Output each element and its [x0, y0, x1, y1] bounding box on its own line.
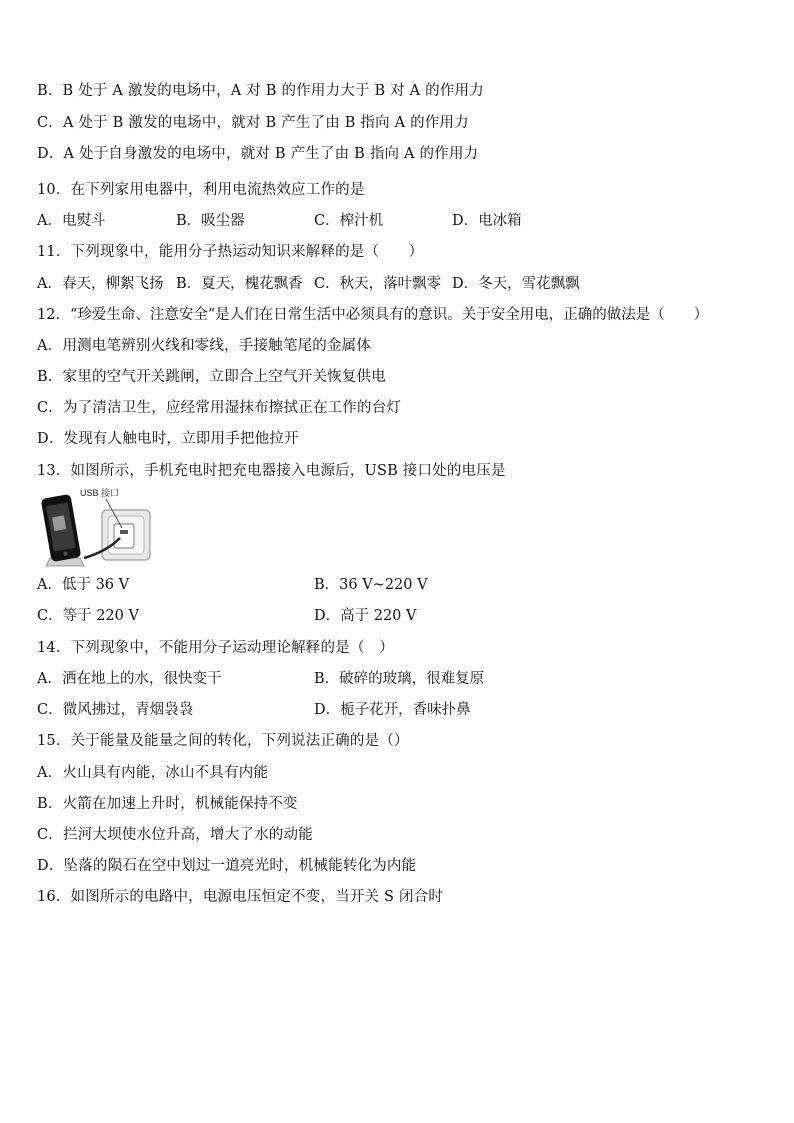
- q11-stem: 11．下列现象中，能用分子热运动知识来解释的是（ ）: [37, 244, 424, 260]
- q11-option-b: B．夏天，槐花飘香: [176, 276, 303, 292]
- q13-option-a: A．低于 36 V: [37, 577, 130, 593]
- q9-option-d: D．A 处于自身激发的电场中，就对 B 产生了由 B 指向 A 的作用力: [37, 146, 479, 162]
- phone-charger-illustration: [40, 488, 160, 570]
- q11-option-c: C．秋天，落叶飘零: [314, 276, 442, 292]
- q13-option-c: C．等于 220 V: [37, 608, 139, 624]
- q15-option-b: B．火箭在加速上升时，机械能保持不变: [37, 796, 298, 812]
- q14-option-d: D．栀子花开，香味扑鼻: [314, 702, 471, 718]
- q15-stem: 15．关于能量及能量之间的转化，下列说法正确的是（）: [37, 733, 409, 749]
- q16-stem: 16．如图所示的电路中，电源电压恒定不变，当开关 S 闭合时: [37, 889, 444, 905]
- q10-option-b: B．吸尘器: [176, 213, 245, 229]
- q11-option-a: A．春天，柳絮飞扬: [37, 276, 164, 292]
- q14-stem: 14．下列现象中，不能用分子运动理论解释的是（ ）: [37, 640, 394, 656]
- q10-stem: 10．在下列家用电器中，利用电流热效应工作的是: [37, 182, 365, 198]
- q13-stem: 13．如图所示，手机充电时把充电器接入电源后，USB 接口处的电压是: [37, 463, 506, 479]
- q15-option-d: D．坠落的陨石在空中划过一道亮光时，机械能转化为内能: [37, 858, 417, 874]
- q9-option-b: B．B 处于 A 激发的电场中，A 对 B 的作用力大于 B 对 A 的作用力: [37, 83, 484, 99]
- q12-stem: 12．“珍爱生命、注意安全”是人们在日常生活中必须具有的意识。关于安全用电，正确的做法是（ ）: [37, 307, 709, 323]
- q13-option-d: D．高于 220 V: [314, 608, 417, 624]
- q10-option-a: A．电熨斗: [37, 213, 106, 229]
- q12-option-a: A．用测电笔辨别火线和零线，手接触笔尾的金属体: [37, 338, 372, 354]
- q12-option-b: B．家里的空气开关跳闸，立即合上空气开关恢复供电: [37, 369, 386, 385]
- q15-option-a: A．火山具有内能，冰山不具有内能: [37, 765, 269, 781]
- q14-option-b: B．破碎的玻璃，很难复原: [314, 671, 485, 687]
- q14-option-c: C．微风拂过，青烟袅袅: [37, 702, 194, 718]
- q9-option-c: C．A 处于 B 激发的电场中，就对 B 产生了由 B 指向 A 的作用力: [37, 115, 469, 131]
- q10-option-c: C．榨汁机: [314, 213, 384, 229]
- q12-option-d: D．发现有人触电时，立即用手把他拉开: [37, 431, 299, 447]
- phone-charger-figure: [40, 488, 160, 570]
- q12-option-c: C．为了清洁卫生，应经常用湿抹布擦拭正在工作的台灯: [37, 400, 402, 416]
- q13-option-b: B．36 V~220 V: [314, 577, 428, 593]
- q14-option-a: A．洒在地上的水，很快变干: [37, 671, 222, 687]
- q11-option-d: D．冬天，雪花飘飘: [452, 276, 580, 292]
- q10-option-d: D．电冰箱: [452, 213, 522, 229]
- q15-option-c: C．拦河大坝使水位升高，增大了水的动能: [37, 827, 313, 843]
- usb-port-label: USB 接口: [80, 488, 120, 498]
